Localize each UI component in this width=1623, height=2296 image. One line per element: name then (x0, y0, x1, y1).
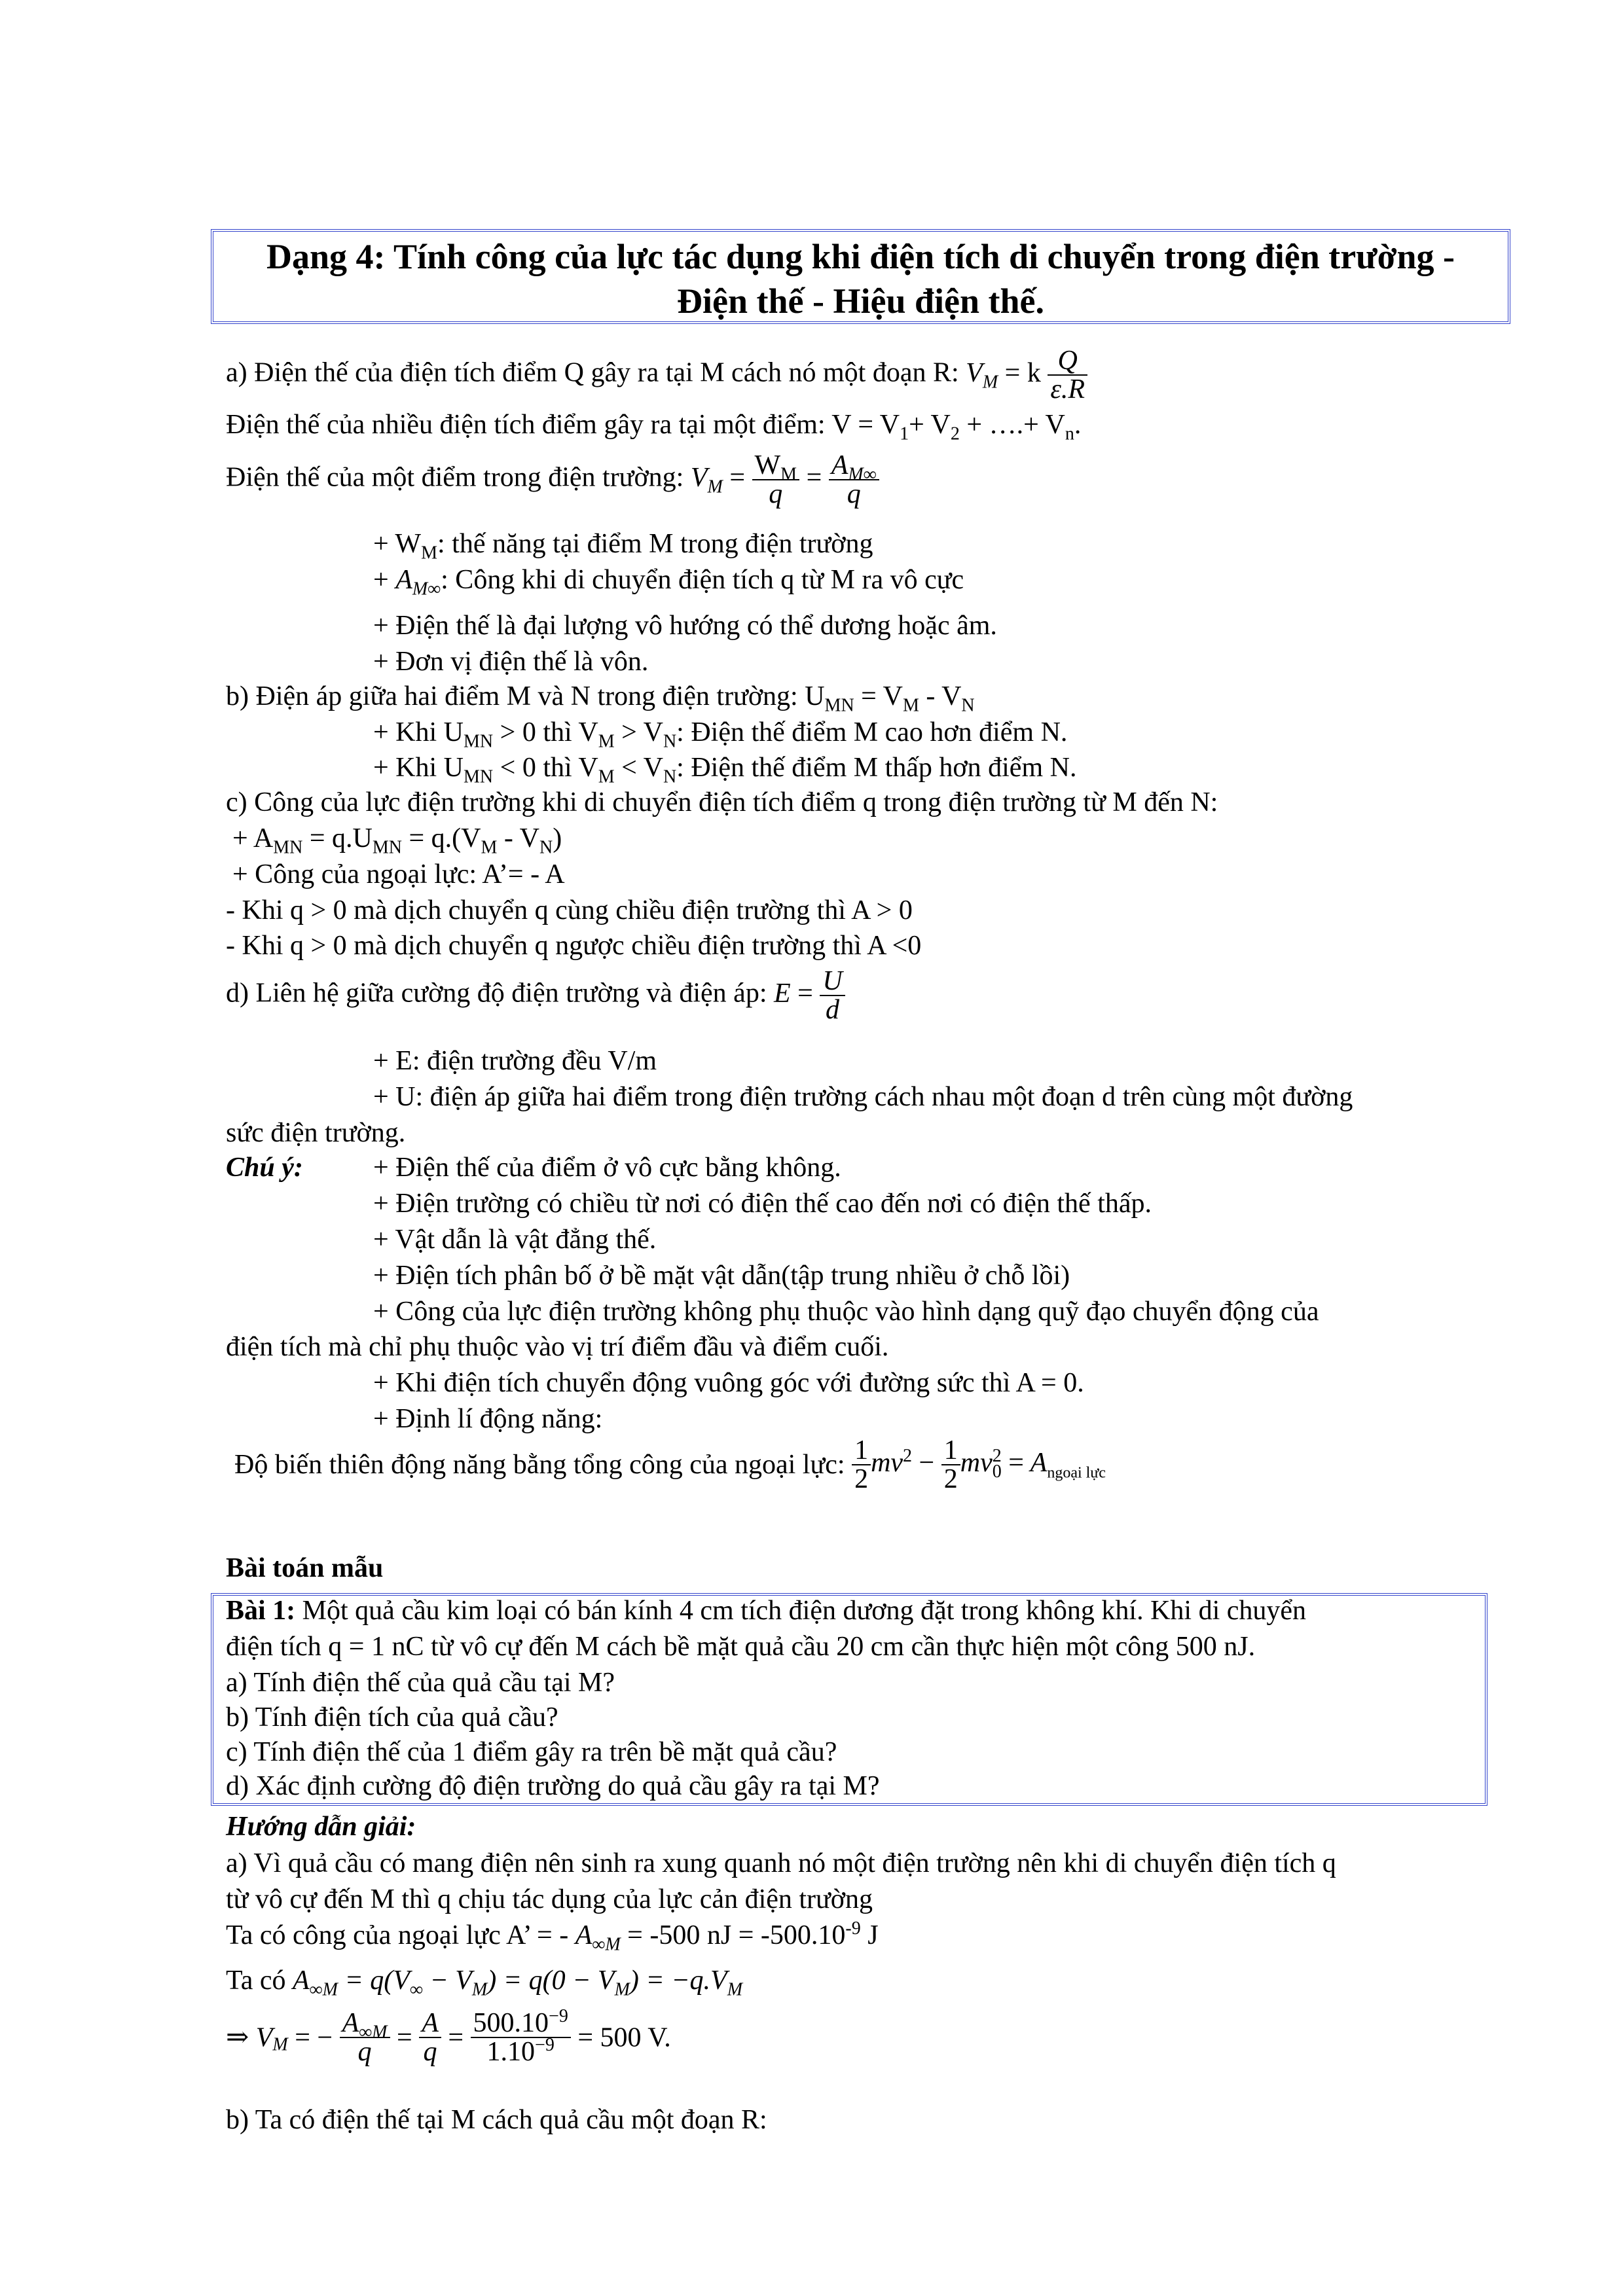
theory-scalar-line: + Điện thế là đại lượng vô hướng có thể dương hoặc âm. (373, 611, 997, 641)
note-label: Chú ý: (226, 1153, 303, 1183)
solution-a5: ⇒ $V_M$ = − $\frac{A_{\infty M}}{q}$ = $\frac{A}{q}$ = $\frac{500.10^{-9}}{1.10^{-9}}$ = 500 V. (226, 2006, 671, 2067)
example-question-d: d) Xác định cường độ điện trường do quả cầu gây ra tại M? (226, 1771, 880, 1801)
solution-a1: a) Vì quả cầu có mang điện nên sinh ra xung quanh nó một điện trường nên khi di chuyển điện tích q (226, 1848, 1336, 1878)
note-6: + Khi điện tích chuyển động vuông góc với đường sức thì A = 0. (373, 1368, 1084, 1398)
theory-d2b-line: sức điện trường. (226, 1118, 406, 1148)
theory-wm-line: + $W_M$: thế năng tại điểm M trong điện trường (373, 529, 873, 564)
theory-b-line: b) Điện áp giữa hai điểm M và N trong điện trường: $U_{MN} = V_M - V_N$ (226, 681, 975, 716)
note-5b: điện tích mà chỉ phụ thuộc vào vị trí điểm đầu và điểm cuối. (226, 1332, 889, 1362)
note-4: + Điện tích phân bố ở bề mặt vật dẫn(tập trung nhiều ở chỗ lồi) (373, 1261, 1070, 1291)
theory-d2a-line: + U: điện áp giữa hai điểm trong điện trường cách nhau một đoạn d trên cùng một đường (373, 1082, 1353, 1112)
formula-work-potential: $A_{\infty M} = q(V_\infty - V_M) = q(0 - V_M) = -q.V_M$ (293, 1965, 743, 2000)
note-5: + Công của lực điện trường không phụ thuộc vào hình dạng quỹ đạo chuyển động của (373, 1297, 1319, 1327)
theory-c-line: c) Công của lực điện trường khi di chuyển điện tích điểm q trong điện trường từ M đến N: (226, 787, 1218, 817)
formula-e-field: E = $\frac{U}{d}$ (774, 978, 845, 1009)
theory-am-line: + $A_{M\infty}$: Công khi di chuyển điện tích q từ M ra vô cực (373, 565, 964, 600)
theory-point-line: Điện thế của một điểm trong điện trường: $V_M$ = $\frac{W_M}{q}$ = $\frac{A_{M\infty}}{q}$ (226, 452, 879, 508)
example-question-a: a) Tính điện thế của quả cầu tại M? (226, 1668, 615, 1698)
solution-label: Hướng dẫn giải: (226, 1812, 416, 1842)
note-3: + Vật dẫn là vật đẳng thế. (373, 1225, 657, 1255)
theory-c1-line: + $A_{MN} = q.U_{MN} = q.(V_M - V_N)$ (232, 823, 562, 858)
solution-a3: Ta có công của ngoại lực A’ = - $A_{\infty M} = -500$ nJ = $-500.10^{-9}$ J (226, 1918, 879, 1955)
formula-vm-point-charge: $V_M = k$ $\frac{Q}{\varepsilon.R}$ (966, 358, 1087, 388)
example-line1: Bài 1: Một quả cầu kim loại có bán kính 4 cm tích điện dương đặt trong không khí. Khi di chuyển (226, 1596, 1307, 1626)
note-1: + Điện thế của điểm ở vô cực bằng không. (373, 1153, 841, 1183)
example-line2: điện tích q = 1 nC từ vô cự đến M cách bề mặt quả cầu 20 cm cần thực hiện một công 500 nJ. (226, 1632, 1256, 1662)
theory-d1-line: + E: điện trường đều V/m (373, 1046, 657, 1076)
theory-b1-line: + Khi $U_{MN} > 0$ thì $V_M > V_N$: Điện thế điểm M cao hơn điểm N. (373, 717, 1068, 752)
theory-a-line (226, 347, 1087, 403)
formula-vm-result: $V_M$ = − $\frac{A_{\infty M}}{q}$ = $\frac{A}{q}$ = $\frac{500.10^{-9}}{1.10^{-9}}$ = 500 V. (255, 2006, 671, 2067)
note-2: + Điện trường có chiều từ nơi có điện thế cao đến nơi có điện thế thấp. (373, 1189, 1152, 1219)
theory-a-text: a) Điện thế của điện tích điểm Q gây ra tại M cách nó một đoạn R: (226, 357, 959, 388)
section-title-line2: Điện thế - Hiệu điện thế. (677, 281, 1044, 321)
example-question-c: c) Tính điện thế của 1 điểm gây ra trên bề mặt quả cầu? (226, 1737, 837, 1767)
example-heading: Bài toán mẫu (226, 1553, 384, 1583)
theory-b2-line: + Khi $U_{MN} < 0$ thì $V_M < V_N$: Điện thế điểm M thấp hơn điểm N. (373, 753, 1077, 787)
formula-kinetic-energy: $\frac{1}{2}$ $mv^2$ − $\frac{1}{2}$ $mv^2_0 = A_{ngoại lực}$ (852, 1448, 1106, 1478)
example-question-b: b) Tính điện tích của quả cầu? (226, 1702, 558, 1732)
theory-c2-line: + Công của ngoại lực: A’= - A (232, 859, 565, 889)
solution-a2: từ vô cự đến M thì q chịu tác dụng của lực cản điện trường (226, 1884, 873, 1914)
theory-c3-line: - Khi q > 0 mà dịch chuyển q cùng chiều điện trường thì A > 0 (226, 895, 913, 925)
kinetic-theorem-line: Độ biến thiên động năng bằng tổng công của ngoại lực: $\frac{1}{2}$ $mv^2$ − $\frac{1}{2}$ $mv^2_0 = A_{ngoại lực}$ (234, 1435, 1106, 1494)
section-title-line1: Dạng 4: Tính công của lực tác dụng khi điện tích di chuyển trong điện trường - (266, 237, 1455, 276)
formula-vm-potential-energy: $V_M$ = $\frac{W_M}{q}$ = $\frac{A_{M\infty}}{q}$ (691, 463, 879, 493)
theory-unit-line: + Đơn vị điện thế là vôn. (373, 647, 649, 677)
solution-a4: Ta có $A_{\infty M} = q(V_\infty - V_M) = q(0 - V_M) = -q.V_M$ (226, 1965, 743, 2000)
section-title-box (211, 229, 1510, 324)
note-7: + Định lí động năng: (373, 1404, 603, 1434)
solution-b1: b) Ta có điện thế tại M cách quả cầu một đoạn R: (226, 2105, 767, 2135)
theory-multi-line: Điện thế của nhiều điện tích điểm gây ra tại một điểm: $V = V_1+ V_2$ + ….+ $V_n$. (226, 410, 1082, 444)
theory-d-line: d) Liên hệ giữa cường độ điện trường và điện áp: E = $\frac{U}{d}$ (226, 967, 845, 1024)
theory-c4-line: - Khi q > 0 mà dịch chuyển q ngược chiều điện trường thì A <0 (226, 931, 922, 961)
